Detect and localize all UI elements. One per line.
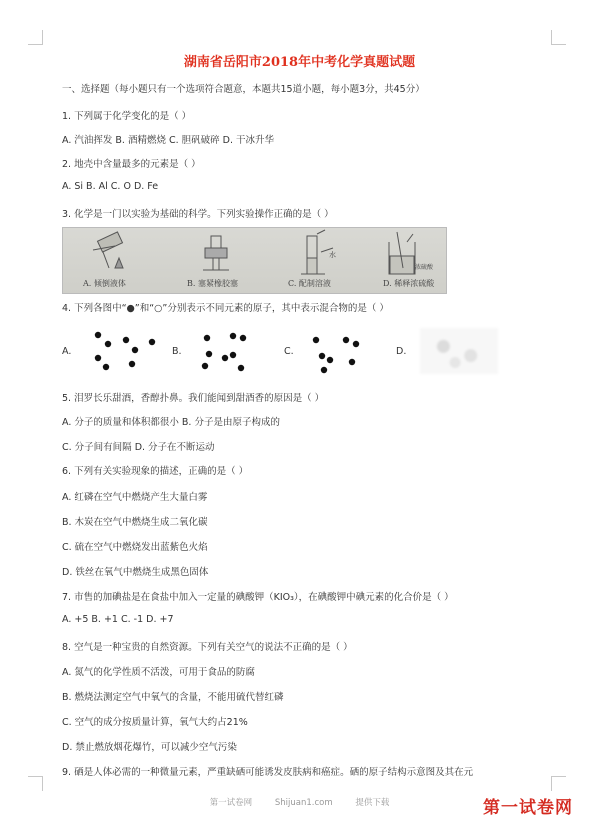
q4-molecule-diagram-b [195, 330, 275, 374]
question-2: 2. 地壳中含量最多的元素是（ ） [62, 159, 201, 170]
question-6-option-c: C. 硫在空气中燃烧发出蓝紫色火焰 [62, 542, 208, 553]
question-8-option-b: B. 燃烧法测定空气中氧气的含量，不能用硫代替红磷 [62, 692, 284, 703]
q3-caption-d: D. 稀释浓硫酸 [383, 279, 435, 288]
question-9: 9. 硒是人体必需的一种微量元素，严重缺硒可能诱发皮肤病和癌症。硒的原子结构示意图及其在元 [62, 767, 474, 778]
q4-option-b-label: B. [172, 346, 182, 357]
watermark-logo: 第一试卷网 [483, 798, 573, 818]
question-5-options-ab: A. 分子的质量和体积都很小 B. 分子是由原子构成的 [62, 417, 280, 428]
footer-site-url[interactable]: Shijuan1.com [274, 798, 333, 808]
question-6-option-d: D. 铁丝在氧气中燃烧生成黑色固体 [62, 567, 209, 578]
footer-download-note: 提供下载 [355, 798, 390, 808]
question-6: 6. 下列有关实验现象的描述，正确的是（ ） [62, 466, 249, 477]
question-8-option-a: A. 氮气的化学性质不活泼，可用于食品的防腐 [62, 667, 255, 678]
question-6-option-b: B. 木炭在空气中燃烧生成二氧化碳 [62, 517, 208, 528]
section-heading: 一、选择题（每小题只有一个选项符合题意，本题共15道小题，每小题3分，共45分） [62, 84, 425, 95]
question-8-option-c: C. 空气的成分按质量计算，氧气大约占21% [62, 717, 248, 728]
question-1-options: A. 汽油挥发 B. 酒精燃烧 C. 胆矾破碎 D. 干冰升华 [62, 135, 275, 146]
crop-mark-top-right [551, 30, 566, 45]
question-6-option-a: A. 红磷在空气中燃烧产生大量白雾 [62, 492, 208, 503]
q3-caption-b: B. 塞紧橡胶塞 [187, 279, 238, 288]
question-8: 8. 空气是一种宝贵的自然资源。下列有关空气的说法不正确的是（ ） [62, 642, 353, 653]
q3-water-label: 水 [329, 251, 336, 259]
q4-option-a-label: A. [62, 346, 72, 357]
crop-mark-bottom-right [551, 776, 566, 791]
question-3: 3. 化学是一门以实验为基础的科学。下列实验操作正确的是（ ） [62, 209, 334, 220]
question-2-options: A. Si B. Al C. O D. Fe [62, 181, 159, 192]
footer-site-name: 第一试卷网 [209, 798, 253, 808]
question-8-option-d: D. 禁止燃放烟花爆竹，可以减少空气污染 [62, 742, 237, 753]
question-4: 4. 下列各图中“●”和“○”分别表示不同元素的原子，其中表示混合物的是（ ） [62, 303, 389, 314]
q3-acid-label: 浓硫酸 [415, 264, 434, 271]
question-5-options-cd: C. 分子间有间隔 D. 分子在不断运动 [62, 442, 215, 453]
q3-caption-c: C. 配制溶液 [288, 279, 331, 288]
page-title: 湖南省岳阳市2018年中考化学真题试题 [183, 55, 416, 70]
q4-option-d-label: D. [396, 346, 407, 357]
q3-experiment-figure [62, 227, 447, 294]
question-5: 5. 泪罗长乐甜酒，香醇扑鼻。我们能闻到甜酒香的原因是（ ） [62, 393, 325, 404]
question-7: 7. 市售的加碘盐是在食盐中加入一定量的碘酸钾（KIO₃），在碘酸钾中碘元素的化合价是（ ） [62, 592, 454, 603]
crop-mark-top-left [28, 30, 43, 45]
q4-molecule-diagram-c [308, 330, 388, 374]
question-1: 1. 下列属于化学变化的是（ ） [62, 111, 192, 122]
q4-option-c-label: C. [284, 346, 294, 357]
q4-molecule-diagram-a [88, 330, 168, 374]
q4-molecule-diagram-d [420, 328, 498, 374]
crop-mark-bottom-left [28, 776, 43, 791]
question-7-options: A. +5 B. +1 C. -1 D. +7 [62, 614, 174, 625]
q3-caption-a: A. 倾倒液体 [83, 279, 126, 288]
